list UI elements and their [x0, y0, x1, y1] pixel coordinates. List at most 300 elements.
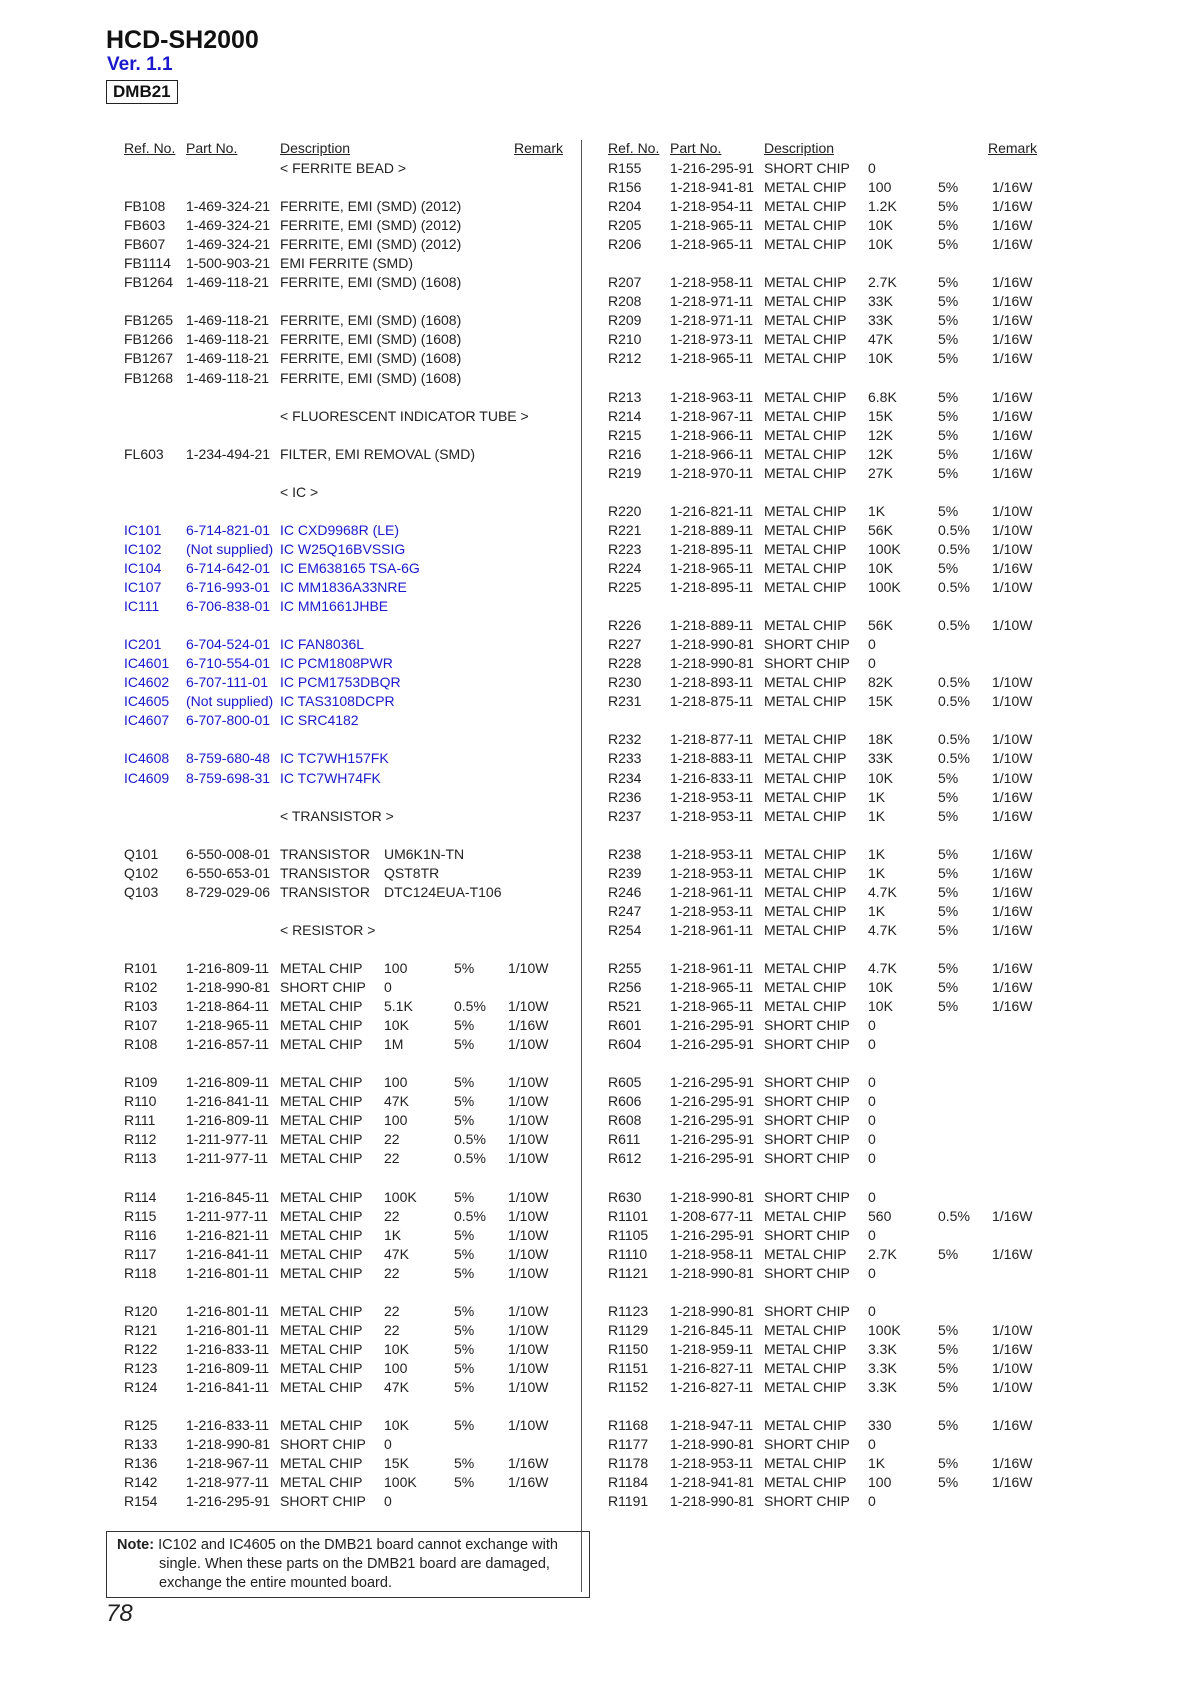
- part-row: [600, 692, 1070, 711]
- part-row: [116, 369, 586, 388]
- part-row: [600, 388, 1070, 407]
- power-rating: 1/16W: [992, 350, 1033, 367]
- value: 100K: [384, 1188, 417, 1205]
- power-rating: 1/16W: [992, 331, 1033, 348]
- ref-no: R521: [608, 998, 642, 1015]
- value: 15K: [384, 1455, 409, 1472]
- spacer-row: [116, 502, 586, 521]
- ref-no: FB1114: [124, 255, 171, 272]
- part-row: [116, 578, 586, 597]
- power-rating: 1/10W: [992, 521, 1033, 538]
- value: UM6K1N-TN: [384, 845, 465, 862]
- spacer-row: [600, 254, 1070, 273]
- tolerance: 5%: [938, 769, 959, 786]
- part-no: 1-469-118-21: [186, 350, 270, 367]
- value: 1K: [868, 864, 886, 881]
- part-row: [600, 159, 1070, 178]
- part-row: [116, 273, 586, 292]
- part-no: 8-759-698-31: [186, 769, 271, 786]
- power-rating: 1/16W: [992, 1417, 1033, 1434]
- ref-no: R210: [608, 331, 642, 348]
- tolerance: 5%: [454, 1226, 475, 1243]
- value: 27K: [868, 464, 893, 481]
- power-rating: 1/10W: [508, 1112, 549, 1129]
- description: FERRITE, EMI (SMD) (1608): [280, 331, 462, 348]
- part-no: 1-218-990-81: [186, 979, 271, 996]
- value: 0: [868, 1493, 876, 1510]
- part-no: 1-469-324-21: [186, 217, 271, 234]
- description: SHORT CHIP: [764, 1036, 850, 1053]
- tolerance: 5%: [938, 331, 959, 348]
- ref-no: R206: [608, 236, 642, 253]
- part-row: [600, 1492, 1070, 1511]
- part-no: 1-211-977-11: [186, 1207, 268, 1224]
- value: 3.3K: [868, 1379, 897, 1395]
- part-no: 1-218-965-11: [186, 1017, 270, 1034]
- value: 12K: [868, 426, 893, 443]
- value: 10K: [868, 236, 893, 253]
- description: METAL CHIP: [764, 540, 847, 557]
- part-no: 1-469-118-21: [186, 331, 270, 348]
- part-no: 1-208-677-11: [670, 1207, 754, 1224]
- power-rating: 1/16W: [508, 1474, 549, 1491]
- description: METAL CHIP: [764, 674, 847, 691]
- page-number: 78: [106, 1600, 133, 1627]
- description: METAL CHIP: [764, 388, 847, 405]
- part-no: 6-714-821-01: [186, 521, 271, 538]
- power-rating: 1/16W: [992, 1455, 1033, 1472]
- part-no: 1-216-845-11: [670, 1321, 754, 1338]
- part-no: 1-218-895-11: [670, 540, 754, 557]
- ref-no: R117: [124, 1245, 157, 1262]
- value: 22: [384, 1264, 400, 1281]
- ref-no: R125: [124, 1417, 158, 1434]
- part-no: 1-469-324-21: [186, 236, 271, 253]
- ref-no: R247: [608, 902, 642, 919]
- tolerance: 5%: [454, 1340, 475, 1357]
- ref-no: IC101: [124, 521, 162, 538]
- power-rating: 1/16W: [992, 1340, 1033, 1357]
- tolerance: 5%: [938, 179, 959, 196]
- section-title: < FERRITE BEAD >: [280, 160, 407, 176]
- part-no: 6-714-642-01: [186, 559, 271, 576]
- part-no: 6-550-653-01: [186, 864, 271, 881]
- ref-no: FB108: [124, 198, 166, 215]
- tolerance: 5%: [454, 1417, 475, 1434]
- ref-no: R107: [124, 1017, 158, 1034]
- part-row: [116, 864, 586, 883]
- part-row: [600, 654, 1070, 673]
- part-row: [600, 216, 1070, 235]
- part-no: 1-216-809-11: [186, 1074, 270, 1091]
- description: METAL CHIP: [280, 1474, 363, 1491]
- tolerance: 5%: [938, 864, 959, 881]
- part-row: [116, 1321, 586, 1340]
- ref-no: R233: [608, 750, 642, 767]
- power-rating: 1/10W: [508, 1226, 549, 1243]
- spacer-row: [116, 940, 586, 959]
- ref-no: FB1268: [124, 369, 174, 386]
- value: 4.7K: [868, 959, 897, 976]
- part-no: 1-218-965-11: [670, 217, 754, 234]
- tolerance: 5%: [454, 1093, 475, 1110]
- part-no: 1-216-833-11: [186, 1340, 270, 1357]
- part-row: [600, 311, 1070, 330]
- tolerance: 5%: [454, 1264, 475, 1281]
- ref-no: IC107: [124, 579, 162, 596]
- part-row: [600, 1207, 1070, 1226]
- description: SHORT CHIP: [764, 1093, 850, 1110]
- part-no: 1-218-953-11: [670, 864, 754, 881]
- part-no: 1-218-973-11: [670, 331, 754, 348]
- ref-no: IC4607: [124, 712, 170, 729]
- description: METAL CHIP: [764, 845, 847, 862]
- part-no: 1-218-959-11: [670, 1340, 754, 1357]
- tolerance: 0.5%: [938, 674, 970, 691]
- value: 0: [868, 1131, 876, 1148]
- ref-no: R256: [608, 979, 642, 996]
- part-row: [600, 769, 1070, 788]
- tolerance: 5%: [938, 1455, 959, 1472]
- tolerance: 5%: [454, 1036, 475, 1053]
- part-no: 1-216-295-91: [670, 1074, 755, 1091]
- part-row: [600, 997, 1070, 1016]
- part-row: [600, 1454, 1070, 1473]
- tolerance: 5%: [938, 883, 959, 900]
- description: METAL CHIP: [764, 769, 847, 786]
- ref-no: FB1267: [124, 350, 174, 367]
- ref-no: R608: [608, 1112, 642, 1129]
- part-no: 1-218-990-81: [670, 1302, 755, 1319]
- section-heading: [116, 807, 586, 826]
- tolerance: 5%: [454, 1188, 475, 1205]
- section-title: < TRANSISTOR >: [280, 807, 394, 824]
- power-rating: 1/16W: [992, 217, 1033, 234]
- section-heading: [116, 483, 586, 502]
- ref-no: IC104: [124, 559, 162, 576]
- tolerance: 5%: [454, 1455, 475, 1472]
- description: SHORT CHIP: [764, 1302, 850, 1319]
- part-no: 1-216-809-11: [186, 959, 270, 976]
- part-no: 6-706-838-01: [186, 598, 271, 615]
- value: 0: [868, 1093, 876, 1110]
- power-rating: 1/16W: [992, 464, 1033, 481]
- part-no: 1-216-295-91: [670, 1017, 755, 1034]
- description: SHORT CHIP: [764, 1150, 850, 1167]
- spacer-row: [116, 1054, 586, 1073]
- description: METAL CHIP: [764, 1207, 847, 1224]
- ref-no: IC4602: [124, 674, 170, 691]
- power-rating: 1/10W: [992, 674, 1033, 691]
- part-no: 1-218-977-11: [186, 1474, 270, 1491]
- part-row: [600, 1111, 1070, 1130]
- value: 100K: [384, 1474, 417, 1491]
- note-line-2: single. When these parts on the DMB21 board are damaged,: [159, 1556, 550, 1572]
- power-rating: 1/16W: [992, 1474, 1033, 1491]
- part-row: [116, 1073, 586, 1092]
- part-no: 1-218-961-11: [670, 959, 754, 976]
- part-no: 1-216-295-91: [670, 1036, 755, 1053]
- part-row: [600, 1092, 1070, 1111]
- part-row: [116, 769, 586, 788]
- ref-no: R102: [124, 979, 158, 996]
- part-row: [116, 330, 586, 349]
- ref-no: R155: [608, 160, 642, 176]
- column-header: [600, 130, 1070, 159]
- description: METAL CHIP: [764, 998, 847, 1015]
- description: TRANSISTOR: [280, 883, 370, 900]
- part-no: 1-469-118-21: [186, 312, 270, 329]
- part-no: 6-710-554-01: [186, 655, 271, 672]
- tolerance: 5%: [938, 388, 959, 405]
- part-row: [600, 1073, 1070, 1092]
- description: IC EM638165 TSA-6G: [280, 559, 420, 576]
- description: METAL CHIP: [764, 959, 847, 976]
- part-no: 1-218-941-81: [670, 1474, 755, 1491]
- value: 10K: [384, 1340, 409, 1357]
- tolerance: 5%: [454, 959, 475, 976]
- spacer-row: [116, 464, 586, 483]
- part-no: 1-218-971-11: [670, 293, 754, 310]
- part-no: 1-218-965-11: [670, 559, 754, 576]
- part-no: 1-218-893-11: [670, 674, 754, 691]
- header-ref-no: Ref. No.: [608, 140, 660, 156]
- part-no: 1-218-990-81: [670, 655, 755, 672]
- ref-no: R226: [608, 617, 642, 634]
- spacer-row: [116, 426, 586, 445]
- description: METAL CHIP: [280, 1455, 363, 1472]
- description: METAL CHIP: [280, 1093, 363, 1110]
- part-no: (Not supplied): [186, 693, 274, 710]
- part-no: 1-216-821-11: [670, 502, 754, 519]
- value: 100: [384, 959, 408, 976]
- power-rating: 1/10W: [508, 1340, 549, 1357]
- description: IC TC7WH74FK: [280, 769, 381, 786]
- part-row: [116, 978, 586, 997]
- value: 5.1K: [384, 998, 413, 1015]
- section-title: < FLUORESCENT INDICATOR TUBE >: [280, 407, 529, 424]
- ref-no: R228: [608, 655, 642, 672]
- value: 4.7K: [868, 921, 897, 938]
- power-rating: 1/16W: [992, 445, 1033, 462]
- part-no: 1-218-966-11: [670, 426, 754, 443]
- ref-no: R236: [608, 788, 642, 805]
- part-no: 1-218-990-81: [670, 1264, 755, 1281]
- spacer-row: [600, 1283, 1070, 1302]
- part-no: 1-218-953-11: [670, 902, 754, 919]
- tolerance: 5%: [938, 845, 959, 862]
- spacer-row: [116, 388, 586, 407]
- part-no: 6-707-800-01: [186, 712, 271, 729]
- value: 2.7K: [868, 274, 897, 291]
- part-no: 1-218-953-11: [670, 845, 754, 862]
- header-description: Description: [764, 140, 835, 156]
- part-row: [600, 902, 1070, 921]
- description: METAL CHIP: [764, 693, 847, 710]
- part-row: [116, 654, 586, 673]
- part-no: 6-707-111-01: [186, 674, 268, 691]
- value: 0: [384, 979, 392, 996]
- part-row: [600, 864, 1070, 883]
- description: METAL CHIP: [764, 407, 847, 424]
- ref-no: R112: [124, 1131, 157, 1148]
- description: FERRITE, EMI (SMD) (1608): [280, 274, 462, 291]
- power-rating: 1/10W: [992, 769, 1033, 786]
- spacer-row: [116, 178, 586, 197]
- description: EMI FERRITE (SMD): [280, 255, 413, 272]
- part-no: 1-218-990-81: [670, 1436, 755, 1453]
- part-no: 1-218-965-11: [670, 998, 754, 1015]
- ref-no: R1177: [608, 1436, 649, 1453]
- ref-no: R123: [124, 1359, 158, 1376]
- part-no: 1-218-958-11: [670, 274, 754, 291]
- part-row: [600, 616, 1070, 635]
- part-no: 1-211-977-11: [186, 1131, 268, 1148]
- description: IC CXD9968R (LE): [280, 521, 400, 538]
- part-row: [600, 959, 1070, 978]
- tolerance: 5%: [938, 445, 959, 462]
- description: SHORT CHIP: [280, 1436, 366, 1453]
- part-no: 6-716-993-01: [186, 579, 271, 596]
- part-row: [116, 521, 586, 540]
- value: 47K: [384, 1379, 409, 1395]
- tolerance: 0.5%: [938, 540, 970, 557]
- part-row: [116, 883, 586, 902]
- part-no: 1-218-961-11: [670, 883, 754, 900]
- part-no: 1-218-958-11: [670, 1245, 754, 1262]
- tolerance: 5%: [938, 902, 959, 919]
- ref-no: R1151: [608, 1359, 649, 1376]
- description: SHORT CHIP: [764, 1131, 850, 1148]
- part-no: 1-216-833-11: [670, 769, 754, 786]
- tolerance: 5%: [938, 1417, 959, 1434]
- tolerance: 5%: [938, 979, 959, 996]
- ref-no: R1168: [608, 1417, 649, 1434]
- part-row: [600, 540, 1070, 559]
- power-rating: 1/16W: [992, 788, 1033, 805]
- ref-no: R215: [608, 426, 642, 443]
- description: SHORT CHIP: [764, 655, 850, 672]
- spacer-row: [116, 730, 586, 749]
- value: 3.3K: [868, 1359, 897, 1376]
- part-no: 1-211-977-11: [186, 1150, 268, 1167]
- power-rating: 1/10W: [508, 1359, 549, 1376]
- value: 1K: [868, 1455, 886, 1472]
- ref-no: R1129: [608, 1321, 649, 1338]
- value: 56K: [868, 617, 893, 634]
- description: METAL CHIP: [764, 559, 847, 576]
- part-row: [600, 1188, 1070, 1207]
- part-no: 8-759-680-48: [186, 750, 271, 767]
- part-row: [600, 1321, 1070, 1340]
- description: SHORT CHIP: [764, 1226, 850, 1243]
- part-row: [600, 1226, 1070, 1245]
- spacer-row: [116, 1168, 586, 1187]
- tolerance: 5%: [938, 407, 959, 424]
- power-rating: 1/10W: [992, 579, 1033, 596]
- part-no: 1-218-967-11: [186, 1455, 270, 1472]
- power-rating: 1/16W: [992, 236, 1033, 253]
- power-rating: 1/16W: [508, 1455, 549, 1472]
- part-row: [116, 1226, 586, 1245]
- description: METAL CHIP: [764, 750, 847, 767]
- description: FILTER, EMI REMOVAL (SMD): [280, 445, 475, 462]
- tolerance: 5%: [938, 217, 959, 234]
- part-row: [600, 921, 1070, 940]
- tolerance: 0.5%: [454, 1131, 486, 1148]
- ref-no: R227: [608, 636, 642, 653]
- part-no: 1-216-841-11: [186, 1245, 270, 1262]
- value: 22: [384, 1131, 400, 1148]
- ref-no: R103: [124, 998, 158, 1015]
- part-no: 1-218-967-11: [670, 407, 754, 424]
- spacer-row: [600, 940, 1070, 959]
- value: 10K: [868, 217, 893, 234]
- description: METAL CHIP: [764, 883, 847, 900]
- section-heading: [116, 159, 586, 178]
- ref-no: R601: [608, 1017, 642, 1034]
- column-header: [116, 130, 586, 159]
- part-row: [600, 749, 1070, 768]
- part-row: [116, 311, 586, 330]
- header-ref-no: Ref. No.: [124, 140, 176, 156]
- part-no: 1-216-857-11: [186, 1036, 270, 1053]
- power-rating: 1/16W: [992, 845, 1033, 862]
- part-row: [116, 597, 586, 616]
- part-row: [600, 559, 1070, 578]
- power-rating: 1/10W: [992, 731, 1033, 748]
- description: IC TAS3108DCPR: [280, 693, 395, 710]
- part-row: [600, 1359, 1070, 1378]
- power-rating: 1/16W: [992, 312, 1033, 329]
- part-row: [600, 1130, 1070, 1149]
- description: METAL CHIP: [280, 1245, 363, 1262]
- value: 1K: [868, 788, 886, 805]
- value: 0: [868, 655, 876, 672]
- part-no: 1-216-809-11: [186, 1359, 270, 1376]
- part-row: [600, 978, 1070, 997]
- value: QST8TR: [384, 864, 440, 881]
- value: 22: [384, 1207, 400, 1224]
- ref-no: R142: [124, 1474, 158, 1491]
- ref-no: R156: [608, 179, 642, 196]
- value: 10K: [868, 350, 893, 367]
- power-rating: 1/16W: [992, 388, 1033, 405]
- ref-no: R1110: [608, 1245, 648, 1262]
- part-row: [600, 788, 1070, 807]
- description: METAL CHIP: [764, 902, 847, 919]
- value: 1M: [384, 1036, 404, 1053]
- description: TRANSISTOR: [280, 864, 370, 881]
- tolerance: 5%: [938, 1340, 959, 1357]
- description: METAL CHIP: [764, 464, 847, 481]
- tolerance: 5%: [938, 502, 959, 519]
- value: 15K: [868, 407, 893, 424]
- part-no: 1-216-841-11: [186, 1379, 270, 1395]
- description: SHORT CHIP: [764, 1436, 850, 1453]
- part-row: [116, 1378, 586, 1397]
- power-rating: 1/16W: [992, 807, 1033, 824]
- part-row: [600, 883, 1070, 902]
- ref-no: R133: [124, 1436, 158, 1453]
- description: METAL CHIP: [764, 521, 847, 538]
- ref-no: R221: [608, 521, 642, 538]
- ref-no: R114: [124, 1188, 157, 1205]
- part-no: 1-218-966-11: [670, 445, 754, 462]
- value: 47K: [384, 1245, 409, 1262]
- ref-no: R154: [124, 1493, 158, 1510]
- tolerance: 5%: [454, 1017, 475, 1034]
